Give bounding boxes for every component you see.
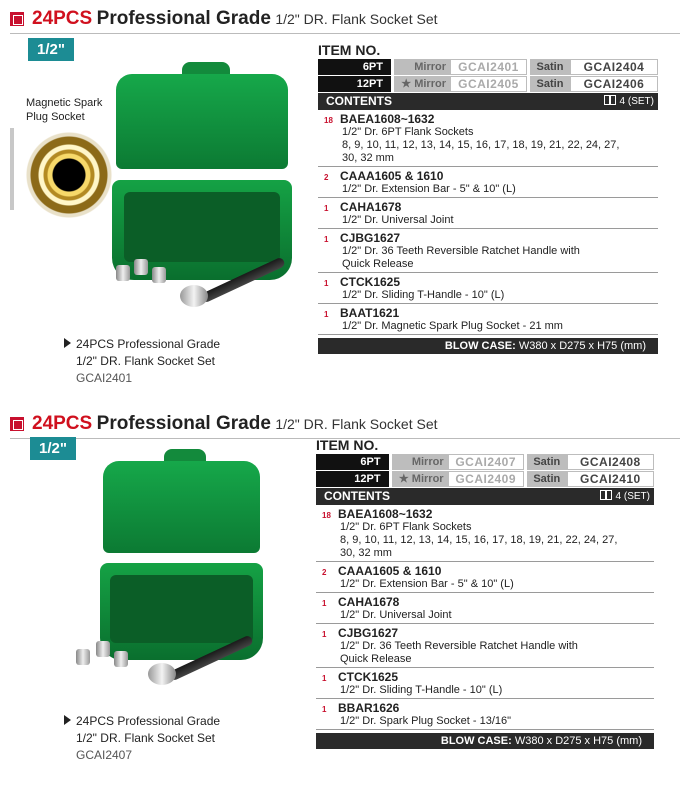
blow-case-label: BLOW CASE:: [440, 735, 512, 747]
spark-plug-socket-image: [24, 130, 114, 220]
entry-desc: 8, 9, 10, 11, 12, 13, 14, 15, 16, 17, 18, 19, 21, 22, 24, 27,: [342, 139, 620, 151]
entry-qty: 1: [324, 204, 329, 213]
mirror-code: GCAI2407: [448, 454, 524, 470]
entry-qty: 1: [322, 630, 327, 639]
set-count: [604, 93, 654, 110]
content-entry: [318, 229, 658, 273]
entry-desc: Quick Release: [340, 653, 412, 665]
entry-qty: 18: [324, 116, 333, 125]
satin-code: GCAI2406: [570, 76, 658, 92]
item-no-heading: ITEM NO.: [318, 42, 381, 58]
entry-qty: 18: [322, 511, 331, 520]
title-rest: 1/2" DR. Flank Socket Set: [275, 416, 438, 432]
entry-desc: 1/2" Dr. Sliding T-Handle - 10" (L): [342, 289, 505, 301]
point-type: 12PT: [318, 76, 391, 92]
mirror-code: GCAI2409: [448, 471, 524, 487]
point-type: 6PT: [316, 454, 389, 470]
entry-desc: Quick Release: [342, 258, 414, 270]
entry-desc: 1/2" Dr. Spark Plug Socket - 13/16": [340, 715, 512, 727]
loose-tools: [108, 255, 304, 313]
entry-qty: 2: [322, 568, 327, 577]
entry-desc: 1/2" Dr. 36 Teeth Reversible Ratchet Handle with: [340, 640, 578, 652]
title-count: 24PCS: [32, 413, 93, 434]
entry-desc: 8, 9, 10, 11, 12, 13, 14, 15, 16, 17, 18, 19, 21, 22, 24, 27,: [340, 534, 618, 546]
blow-case-label: BLOW CASE:: [444, 340, 516, 352]
entry-desc: 1/2" Dr. Extension Bar - 5" & 10" (L): [340, 578, 514, 590]
content-entry: [318, 273, 658, 304]
socket-piece: [114, 651, 128, 667]
edge-divider: [10, 128, 14, 210]
socket-piece: [134, 259, 148, 275]
ratchet-head: [180, 285, 208, 307]
content-entry: [318, 167, 658, 198]
caption-line-1: 24PCS Professional Grade: [76, 337, 221, 351]
gift-box-icon: [600, 490, 612, 500]
set-count-text: 4 (SET): [619, 96, 654, 107]
mirror-code: GCAI2405: [450, 76, 527, 92]
section-title: [32, 8, 438, 30]
entry-code: CAAA1605 & 1610: [338, 564, 442, 578]
entry-qty: 1: [322, 599, 327, 608]
caption-arrow-icon: [64, 338, 71, 348]
tool-case-image: [108, 62, 304, 312]
mirror-label: Mirror: [414, 61, 446, 73]
item-row-12pt: [318, 76, 658, 92]
socket-piece: [152, 267, 166, 283]
entry-code: CAHA1678: [338, 595, 400, 609]
satin-cell: [530, 59, 658, 75]
entry-qty: 2: [324, 173, 329, 182]
section-title-bar: [10, 413, 680, 439]
mirror-cell: [392, 454, 524, 470]
caption-line-2: 1/2" DR. Flank Socket Set: [76, 731, 215, 745]
loose-tools: [96, 635, 274, 691]
entry-qty: 1: [322, 674, 327, 683]
entry-desc: 1/2" Dr. 36 Teeth Reversible Ratchet Handle with: [342, 245, 580, 257]
satin-label: Satin: [536, 78, 564, 90]
entry-code: CTCK1625: [340, 275, 401, 289]
content-entry: [316, 593, 654, 624]
mirror-label: ★ Mirror: [401, 78, 446, 90]
case-socket-tray: [124, 192, 281, 262]
title-count: 24PCS: [32, 8, 93, 29]
section-title: [32, 413, 438, 435]
content-entry: [316, 699, 654, 730]
case-lid: [116, 74, 288, 169]
satin-label: Satin: [536, 61, 564, 73]
contents-header: [318, 93, 658, 110]
socket-piece: [96, 641, 110, 657]
entry-qty: 1: [324, 235, 329, 244]
blow-case-dims: W380 x D275 x H75 (mm): [518, 340, 646, 352]
satin-label: Satin: [533, 473, 561, 485]
title-grade: Professional Grade: [96, 413, 271, 434]
title-grade: Professional Grade: [96, 8, 271, 29]
satin-code: GCAI2410: [567, 471, 654, 487]
ratchet-handle: [168, 635, 254, 682]
product-section-2: [0, 405, 690, 795]
entry-desc: 30, 32 mm: [342, 152, 394, 164]
content-entry: [318, 198, 658, 229]
socket-piece: [116, 265, 130, 281]
mirror-cell: [394, 76, 527, 92]
entry-desc: 1/2" Dr. Universal Joint: [342, 214, 454, 226]
content-entry: [316, 505, 654, 562]
caption-line-2: 1/2" DR. Flank Socket Set: [76, 354, 215, 368]
satin-cell: [530, 76, 658, 92]
entry-desc: 1/2" Dr. Extension Bar - 5" & 10" (L): [342, 183, 516, 195]
entry-code: CAHA1678: [340, 200, 402, 214]
caption-code: GCAI2407: [76, 748, 133, 762]
point-type: 6PT: [318, 59, 391, 75]
mirror-label: Mirror: [411, 456, 444, 468]
set-count-text: 4 (SET): [615, 491, 650, 502]
point-type: 12PT: [316, 471, 389, 487]
entry-desc: 30, 32 mm: [340, 547, 392, 559]
drive-size-badge: 1/2": [28, 38, 74, 61]
case-lid: [103, 461, 260, 553]
magnetic-label-line-1: Magnetic Spark: [26, 97, 103, 109]
entry-code: BAAT1621: [340, 306, 400, 320]
socket-piece: [76, 649, 90, 665]
satin-cell: [527, 454, 654, 470]
title-square-icon: [10, 417, 24, 431]
mirror-cell: [392, 471, 524, 487]
set-count: [600, 488, 650, 505]
item-row-12pt: [316, 471, 654, 487]
entry-desc: 1/2" Dr. 6PT Flank Sockets: [340, 521, 472, 533]
spec-panel: [318, 42, 658, 354]
product-section-1: [0, 0, 690, 395]
product-caption: [64, 336, 220, 387]
contents-label: CONTENTS: [326, 94, 392, 108]
caption-arrow-icon: [64, 715, 71, 725]
entry-code: BAEA1608~1632: [338, 507, 433, 521]
satin-code: GCAI2404: [570, 59, 658, 75]
caption-code: GCAI2401: [76, 371, 133, 385]
entry-code: CJBG1627: [340, 231, 401, 245]
contents-label: CONTENTS: [324, 489, 390, 503]
entry-code: BAEA1608~1632: [340, 112, 435, 126]
satin-cell: [527, 471, 654, 487]
ratchet-head: [148, 663, 176, 685]
product-caption: [64, 713, 220, 764]
tool-case-image: [96, 449, 274, 691]
satin-code: GCAI2408: [567, 454, 654, 470]
entry-desc: 1/2" Dr. Universal Joint: [340, 609, 452, 621]
entry-qty: 1: [324, 310, 329, 319]
magnetic-socket-label: [26, 96, 102, 124]
entry-desc: 1/2" Dr. 6PT Flank Sockets: [342, 126, 474, 138]
content-entry: [316, 668, 654, 699]
entry-code: BBAR1626: [338, 701, 400, 715]
item-row-6pt: [318, 59, 658, 75]
blow-case-dims: W380 x D275 x H75 (mm): [514, 735, 642, 747]
section-title-bar: [10, 8, 680, 34]
magnetic-label-line-2: Plug Socket: [26, 111, 85, 123]
item-no-heading: ITEM NO.: [316, 437, 379, 453]
entry-code: CTCK1625: [338, 670, 399, 684]
entry-qty: 1: [322, 705, 327, 714]
mirror-label: ★ Mirror: [398, 473, 444, 485]
blow-case-bar: [316, 733, 654, 749]
drive-size-badge: 1/2": [30, 437, 76, 460]
mirror-code: GCAI2401: [450, 59, 527, 75]
contents-header: [316, 488, 654, 505]
ratchet-handle: [200, 256, 286, 303]
content-entry: [316, 624, 654, 668]
content-entry: [318, 110, 658, 167]
mirror-cell: [394, 59, 527, 75]
entry-desc: 1/2" Dr. Magnetic Spark Plug Socket - 21 mm: [342, 320, 563, 332]
title-rest: 1/2" DR. Flank Socket Set: [275, 11, 438, 27]
content-entry: [318, 304, 658, 335]
caption-line-1: 24PCS Professional Grade: [76, 714, 221, 728]
spec-panel: [316, 437, 654, 749]
entry-code: CAAA1605 & 1610: [340, 169, 444, 183]
entry-desc: 1/2" Dr. Sliding T-Handle - 10" (L): [340, 684, 503, 696]
entry-code: CJBG1627: [338, 626, 399, 640]
entry-qty: 1: [324, 279, 329, 288]
blow-case-bar: [318, 338, 658, 354]
title-square-icon: [10, 12, 24, 26]
gift-box-icon: [604, 95, 616, 105]
item-row-6pt: [316, 454, 654, 470]
case-socket-tray: [110, 575, 252, 643]
satin-label: Satin: [533, 456, 561, 468]
content-entry: [316, 562, 654, 593]
